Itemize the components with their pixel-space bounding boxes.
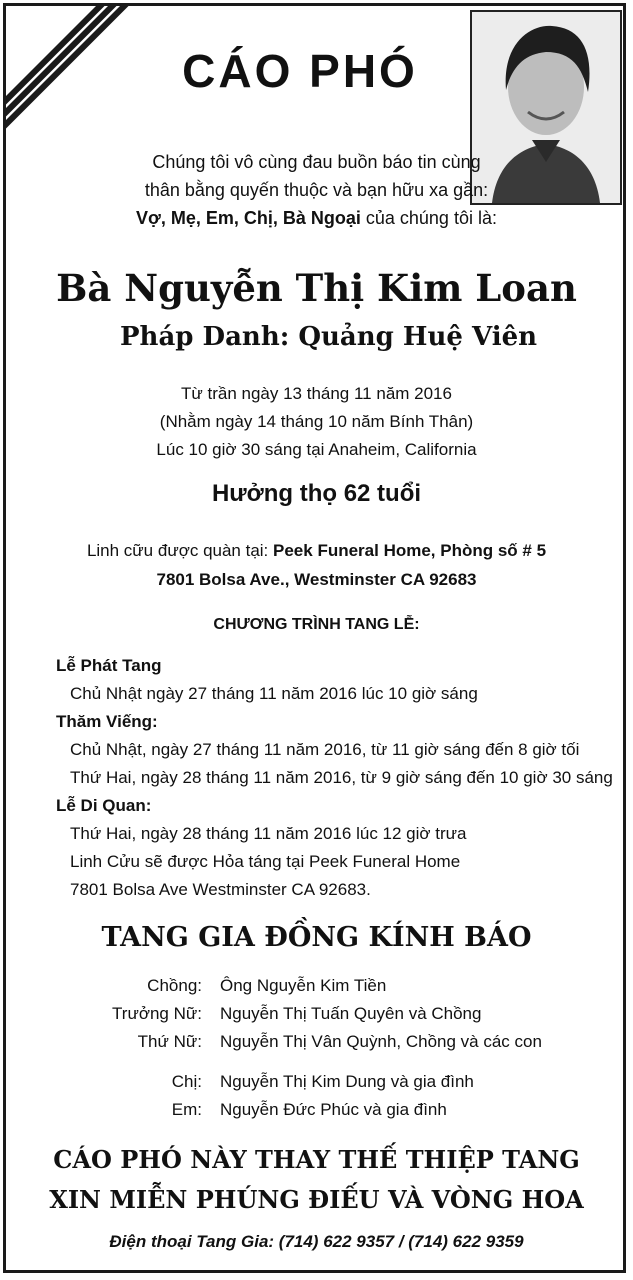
- date-line: (Nhằm ngày 14 tháng 10 năm Bính Thân): [159, 412, 474, 431]
- intro-line: [0, 204, 633, 232]
- family-row: [60, 1000, 580, 1028]
- program-line: Thứ Hai, ngày 28 tháng 11 năm 2016 lúc 12 giờ trưa: [70, 824, 467, 843]
- program-heading: Lễ Phát Tang: [56, 656, 162, 675]
- family-member: Nguyễn Thị Tuấn Quyên và Chồng: [220, 1004, 482, 1023]
- venue-prefix: Linh cữu được quàn tại:: [86, 541, 274, 560]
- program-line: Chủ Nhật ngày 27 tháng 11 năm 2016 lúc 10 giờ sáng: [70, 684, 478, 703]
- family-row: [60, 972, 580, 1000]
- program-line: Linh Cửu sẽ được Hỏa táng tại Peek Funeral Home: [70, 852, 461, 871]
- intro-line: thân bằng quyến thuộc và bạn hữu xa gần:: [144, 180, 489, 200]
- intro-tail: của chúng tôi là:: [360, 208, 497, 228]
- family-row: [60, 1096, 580, 1124]
- family-relation: Chồng:: [147, 976, 202, 995]
- date-line: Từ trần ngày 13 tháng 11 năm 2016: [181, 384, 452, 403]
- venue-line: [0, 536, 633, 565]
- family-member: Nguyễn Thị Kim Dung và gia đình: [220, 1072, 474, 1091]
- family-relation: Chị:: [171, 1072, 202, 1091]
- family-member: Nguyễn Đức Phúc và gia đình: [220, 1100, 447, 1119]
- closing-notice: [0, 1140, 633, 1220]
- program-heading: Lễ Di Quan:: [56, 796, 152, 815]
- closing-line: XIN MIỄN PHÚNG ĐIẾU VÀ VÒNG HOA: [49, 1185, 584, 1214]
- venue: [0, 536, 633, 594]
- family-relation: Thứ Nữ:: [137, 1032, 202, 1051]
- program-heading: Thăm Viếng:: [56, 712, 158, 731]
- venue-address: 7801 Bolsa Ave., Westminster CA 92683: [156, 570, 477, 589]
- program-schedule: [56, 652, 616, 904]
- age-line: Hưởng thọ 62 tuổi: [211, 480, 422, 507]
- deceased-name: Bà Nguyễn Thị Kim Loan: [56, 266, 577, 310]
- intro-line: Chúng tôi vô cùng đau buồn báo tin cùng: [152, 152, 481, 172]
- program-line: 7801 Bolsa Ave Westminster CA 92683.: [70, 880, 371, 899]
- mourning-ribbon-icon: [6, 6, 146, 146]
- family-member: Nguyễn Thị Vân Quỳnh, Chồng và các con: [220, 1032, 542, 1051]
- date-line: Lúc 10 giờ 30 sáng tại Anaheim, California: [156, 440, 477, 459]
- intro-relations: Vợ, Mẹ, Em, Chị, Bà Ngoại: [136, 208, 361, 228]
- contact-phone: Điện thoại Tang Gia: (714) 622 9357 / (714) 622 9359: [109, 1232, 524, 1251]
- program-line: Chủ Nhật, ngày 27 tháng 11 năm 2016, từ 11 giờ sáng đến 8 giờ tối: [70, 740, 580, 759]
- closing-line: CÁO PHÓ NÀY THAY THẾ THIỆP TANG: [53, 1145, 580, 1174]
- family-member: Ông Nguyễn Kim Tiền: [220, 976, 387, 995]
- intro-text: [0, 148, 633, 232]
- dharma-name: Pháp Danh: Quảng Huệ Viên: [120, 322, 538, 352]
- family-row: [60, 1068, 580, 1096]
- death-dates: [0, 380, 633, 464]
- program-line: Thứ Hai, ngày 28 tháng 11 năm 2016, từ 9 giờ sáng đến 10 giờ 30 sáng: [70, 768, 613, 787]
- family-relation: Em:: [171, 1100, 202, 1119]
- notice-title: CÁO PHÓ: [182, 45, 418, 97]
- program-title: CHƯƠNG TRÌNH TANG LỄ:: [213, 616, 420, 633]
- family-announce: TANG GIA ĐỒNG KÍNH BÁO: [101, 922, 532, 953]
- family-relation: Trưởng Nữ:: [112, 1004, 202, 1023]
- family-list: [60, 972, 580, 1124]
- family-row: [60, 1028, 580, 1056]
- venue-place: Peek Funeral Home, Phòng số # 5: [273, 541, 547, 560]
